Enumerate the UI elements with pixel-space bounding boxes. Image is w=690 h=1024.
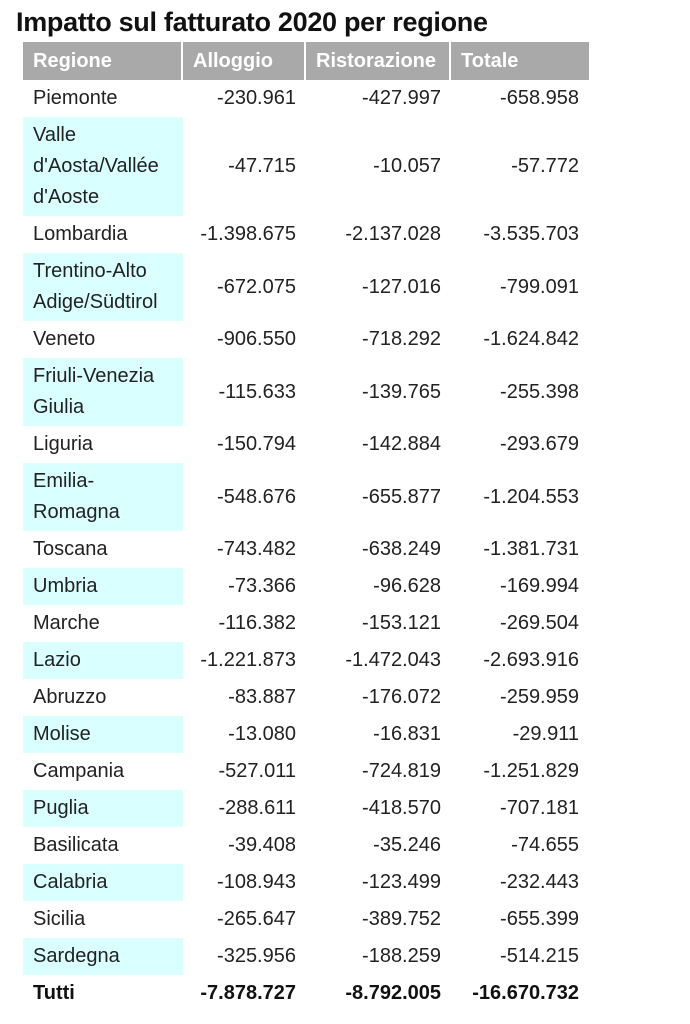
table-row <box>23 864 589 901</box>
totale-cell: -74.655 <box>511 834 579 856</box>
totale-cell: -169.994 <box>500 575 579 597</box>
alloggio-cell: -1.398.675 <box>200 223 296 245</box>
revenue-impact-table <box>23 42 589 1012</box>
ristorazione-cell: -10.057 <box>373 155 441 177</box>
totale-cell: -514.215 <box>500 945 579 967</box>
alloggio-cell: -83.887 <box>228 686 296 708</box>
region-cell: Marche <box>33 612 100 634</box>
table-header-row <box>23 42 589 80</box>
table-row <box>23 790 589 827</box>
table-row <box>23 463 589 531</box>
region-cell: Friuli-Venezia Giulia <box>23 358 183 426</box>
region-cell: Calabria <box>23 864 183 901</box>
alloggio-cell: -13.080 <box>228 723 296 745</box>
ristorazione-cell: -127.016 <box>362 275 441 298</box>
totale-cell: -29.911 <box>512 723 579 745</box>
table-row <box>23 753 589 790</box>
table-row <box>23 642 589 679</box>
column-header-regione[interactable]: Regione <box>23 42 183 80</box>
region-cell: Basilicata <box>33 834 119 856</box>
region-cell: Sardegna <box>23 938 183 975</box>
table-row <box>23 716 589 753</box>
alloggio-cell: -39.408 <box>228 834 296 856</box>
ristorazione-cell: -8.792.005 <box>345 982 441 1004</box>
region-cell: Molise <box>23 716 183 753</box>
totale-cell: -293.679 <box>500 433 579 455</box>
table-row <box>23 426 589 463</box>
table-row <box>23 117 589 216</box>
ristorazione-cell: -724.819 <box>362 760 441 782</box>
table-row <box>23 531 589 568</box>
ristorazione-cell: -96.628 <box>373 575 441 597</box>
totale-cell: -1.204.553 <box>483 485 579 508</box>
alloggio-cell: -115.633 <box>218 380 296 403</box>
ristorazione-cell: -153.121 <box>362 612 441 634</box>
region-cell: Sicilia <box>33 908 86 930</box>
alloggio-cell: -548.676 <box>217 485 296 508</box>
region-cell: Liguria <box>33 433 94 455</box>
alloggio-cell: -108.943 <box>217 871 296 893</box>
region-cell: Veneto <box>33 328 96 350</box>
totale-cell: -799.091 <box>500 275 579 298</box>
ristorazione-cell: -718.292 <box>362 328 441 350</box>
ristorazione-cell: -123.499 <box>362 871 441 893</box>
table-row <box>23 321 589 358</box>
ristorazione-cell: -1.472.043 <box>345 649 441 671</box>
totale-cell: -232.443 <box>500 871 579 893</box>
ristorazione-cell: -655.877 <box>362 485 441 508</box>
alloggio-cell: -743.482 <box>217 538 296 560</box>
region-cell: Lazio <box>23 642 183 679</box>
alloggio-cell: -265.647 <box>217 908 296 930</box>
alloggio-cell: -47.715 <box>228 155 296 177</box>
alloggio-cell: -150.794 <box>217 433 296 455</box>
ristorazione-cell: -16.831 <box>373 723 441 745</box>
region-cell: Lombardia <box>33 223 128 245</box>
column-header-ristorazione[interactable]: Ristorazione <box>306 42 451 80</box>
alloggio-cell: -73.366 <box>228 575 296 597</box>
table-row <box>23 253 589 321</box>
totale-cell: -658.958 <box>500 87 579 109</box>
table-body <box>23 80 589 1012</box>
region-cell: Emilia-Romagna <box>23 463 183 531</box>
totale-cell: -707.181 <box>500 797 579 819</box>
totale-cell: -2.693.916 <box>483 649 579 671</box>
ristorazione-cell: -176.072 <box>362 686 441 708</box>
ristorazione-cell: -427.997 <box>362 87 441 109</box>
total-row <box>23 975 589 1012</box>
totale-cell: -57.772 <box>511 155 579 177</box>
ristorazione-cell: -2.137.028 <box>345 223 441 245</box>
region-cell: Trentino-Alto Adige/Südtirol <box>23 253 183 321</box>
region-cell: Toscana <box>33 538 108 560</box>
table-row <box>23 216 589 253</box>
region-cell: Valle d'Aosta/Vallée d'Aoste <box>23 117 183 216</box>
table-row <box>23 827 589 864</box>
region-cell: Abruzzo <box>33 686 107 708</box>
column-header-totale[interactable]: Totale <box>451 42 589 80</box>
alloggio-cell: -906.550 <box>217 328 296 350</box>
ristorazione-cell: -638.249 <box>362 538 441 560</box>
alloggio-cell: -527.011 <box>218 760 296 782</box>
alloggio-cell: -116.382 <box>218 612 296 634</box>
table-row <box>23 80 589 117</box>
totale-cell: -259.959 <box>500 686 579 708</box>
totale-cell: -655.399 <box>500 908 579 930</box>
table-row <box>23 901 589 938</box>
table-row <box>23 679 589 716</box>
column-header-alloggio[interactable]: Alloggio <box>183 42 306 80</box>
totale-cell: -1.381.731 <box>483 538 579 560</box>
table-row <box>23 605 589 642</box>
alloggio-cell: -325.956 <box>217 945 296 967</box>
ristorazione-cell: -142.884 <box>362 433 441 455</box>
region-cell: Campania <box>33 760 125 782</box>
ristorazione-cell: -188.259 <box>362 945 441 967</box>
totale-cell: -3.535.703 <box>483 223 579 245</box>
alloggio-cell: -230.961 <box>217 87 296 109</box>
table-row <box>23 938 589 975</box>
region-cell: Umbria <box>23 568 183 605</box>
alloggio-cell: -7.878.727 <box>200 982 296 1004</box>
region-cell: Piemonte <box>33 87 118 109</box>
region-cell: Puglia <box>23 790 183 827</box>
totale-cell: -1.624.842 <box>483 328 579 350</box>
ristorazione-cell: -139.765 <box>362 380 441 403</box>
totale-cell: -255.398 <box>500 380 579 403</box>
region-cell: Tutti <box>33 982 75 1004</box>
totale-cell: -16.670.732 <box>472 982 579 1004</box>
page-title: Impatto sul fatturato 2020 per regione <box>16 7 488 37</box>
ristorazione-cell: -389.752 <box>362 908 441 930</box>
alloggio-cell: -1.221.873 <box>200 649 296 671</box>
table-row <box>23 358 589 426</box>
ristorazione-cell: -418.570 <box>362 797 441 819</box>
table-row <box>23 568 589 605</box>
ristorazione-cell: -35.246 <box>373 834 441 856</box>
alloggio-cell: -288.611 <box>218 797 296 819</box>
totale-cell: -1.251.829 <box>483 760 579 782</box>
totale-cell: -269.504 <box>500 612 579 634</box>
alloggio-cell: -672.075 <box>217 275 296 298</box>
